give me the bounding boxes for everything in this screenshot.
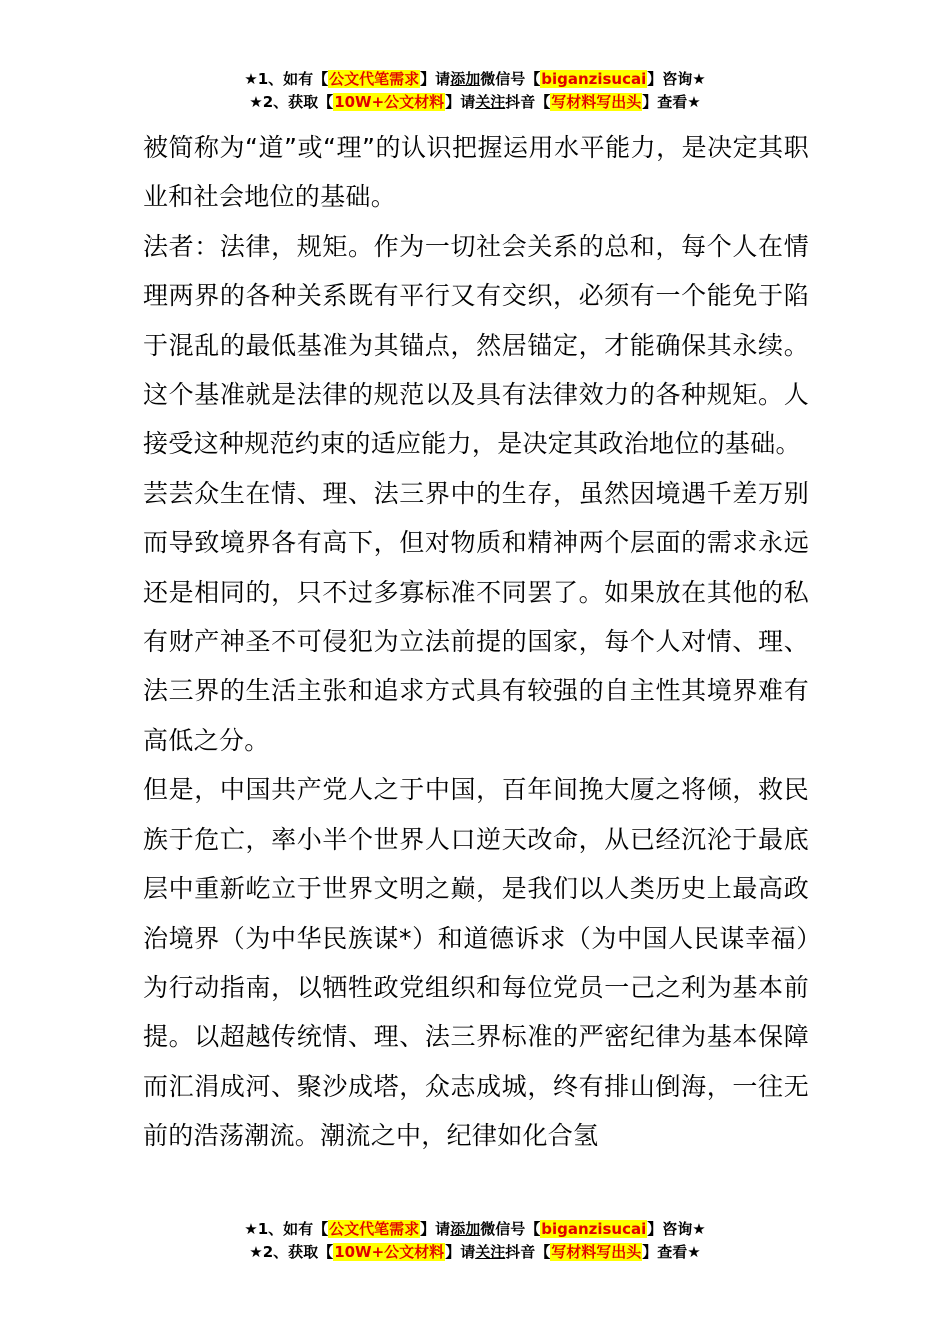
banner-emphasis: 关注 <box>475 93 506 111</box>
banner-highlight: 写材料写出头 <box>551 93 642 111</box>
banner-text: 】请 <box>445 93 476 111</box>
banner-emphasis: 关注 <box>475 1243 506 1261</box>
banner-highlight: 公文代笔需求 <box>329 70 420 88</box>
banner-text: 微信号【 <box>480 1220 541 1238</box>
footer-banner <box>0 1218 950 1264</box>
paragraph: 但是，中国共产党人之于中国，百年间挽大厦之将倾，救民族于危亡，率小半个世界人口逆天改命，从已经沉沦于最底层中重新屹立于世界文明之巅，是我们以人类历史上最高政治境界（为中华民族谋*）和道德诉求（为中国人民谋幸福）为行动指南，以牺牲政党组织和每位党员一己之利为基本前提。以超越传统情、理、法三界标准的严密纪律为基本保障而汇涓成河、聚沙成塔，众志成城，终有排山倒海，一往无前的浩荡潮流。潮流之中，纪律如化合氢 <box>143 775 809 1151</box>
banner-text: 抖音【 <box>505 93 551 111</box>
banner-text: 】查看★ <box>642 93 701 111</box>
banner-highlight: 10W+公文材料 <box>334 1243 445 1261</box>
banner-line-1 <box>0 68 950 91</box>
document-body <box>143 123 809 1161</box>
paragraph: 被简称为“道”或“理”的认识把握运用水平能力，是决定其职业和社会地位的基础。 <box>143 133 809 212</box>
banner-highlight: 10W+公文材料 <box>334 93 445 111</box>
banner-highlight: 公文代笔需求 <box>329 1220 420 1238</box>
banner-text: 】请 <box>420 70 451 88</box>
banner-text: 抖音【 <box>505 1243 551 1261</box>
banner-text: 微信号【 <box>480 70 541 88</box>
banner-text: 】咨询★ <box>647 70 706 88</box>
banner-highlight: biganzisucai <box>541 70 647 88</box>
banner-text: ★2、获取【 <box>249 1243 334 1261</box>
banner-highlight: 写材料写出头 <box>551 1243 642 1261</box>
banner-text: 】请 <box>420 1220 451 1238</box>
banner-text: ★1、如有【 <box>244 1220 329 1238</box>
banner-line-2 <box>0 1241 950 1264</box>
banner-text: 】咨询★ <box>647 1220 706 1238</box>
banner-text: 】查看★ <box>642 1243 701 1261</box>
banner-emphasis: 添加 <box>450 70 481 88</box>
banner-text: 】请 <box>445 1243 476 1261</box>
banner-emphasis: 添加 <box>450 1220 481 1238</box>
paragraph: 法者：法律，规矩。作为一切社会关系的总和，每个人在情理两界的各种关系既有平行又有交织，必须有一个能免于陷于混乱的最低基准为其锚点，然居锚定，才能确保其永续。这个基准就是法律的规范以及具有法律效力的各种规矩。人接受这种规范约束的适应能力，是决定其政治地位的基础。 <box>143 231 809 459</box>
banner-text: ★2、获取【 <box>249 93 334 111</box>
banner-text: ★1、如有【 <box>244 70 329 88</box>
banner-line-2 <box>0 91 950 114</box>
paragraph: 芸芸众生在情、理、法三界中的生存，虽然因境遇千差万别而导致境界各有高下，但对物质和精神两个层面的需求永远还是相同的，只不过多寡标准不同罢了。如果放在其他的私有财产神圣不可侵犯为立法前提的国家，每个人对情、理、法三界的生活主张和追求方式具有较强的自主性其境界难有高低之分。 <box>143 478 809 755</box>
banner-highlight: biganzisucai <box>541 1220 647 1238</box>
banner-line-1 <box>0 1218 950 1241</box>
header-banner <box>0 68 950 114</box>
